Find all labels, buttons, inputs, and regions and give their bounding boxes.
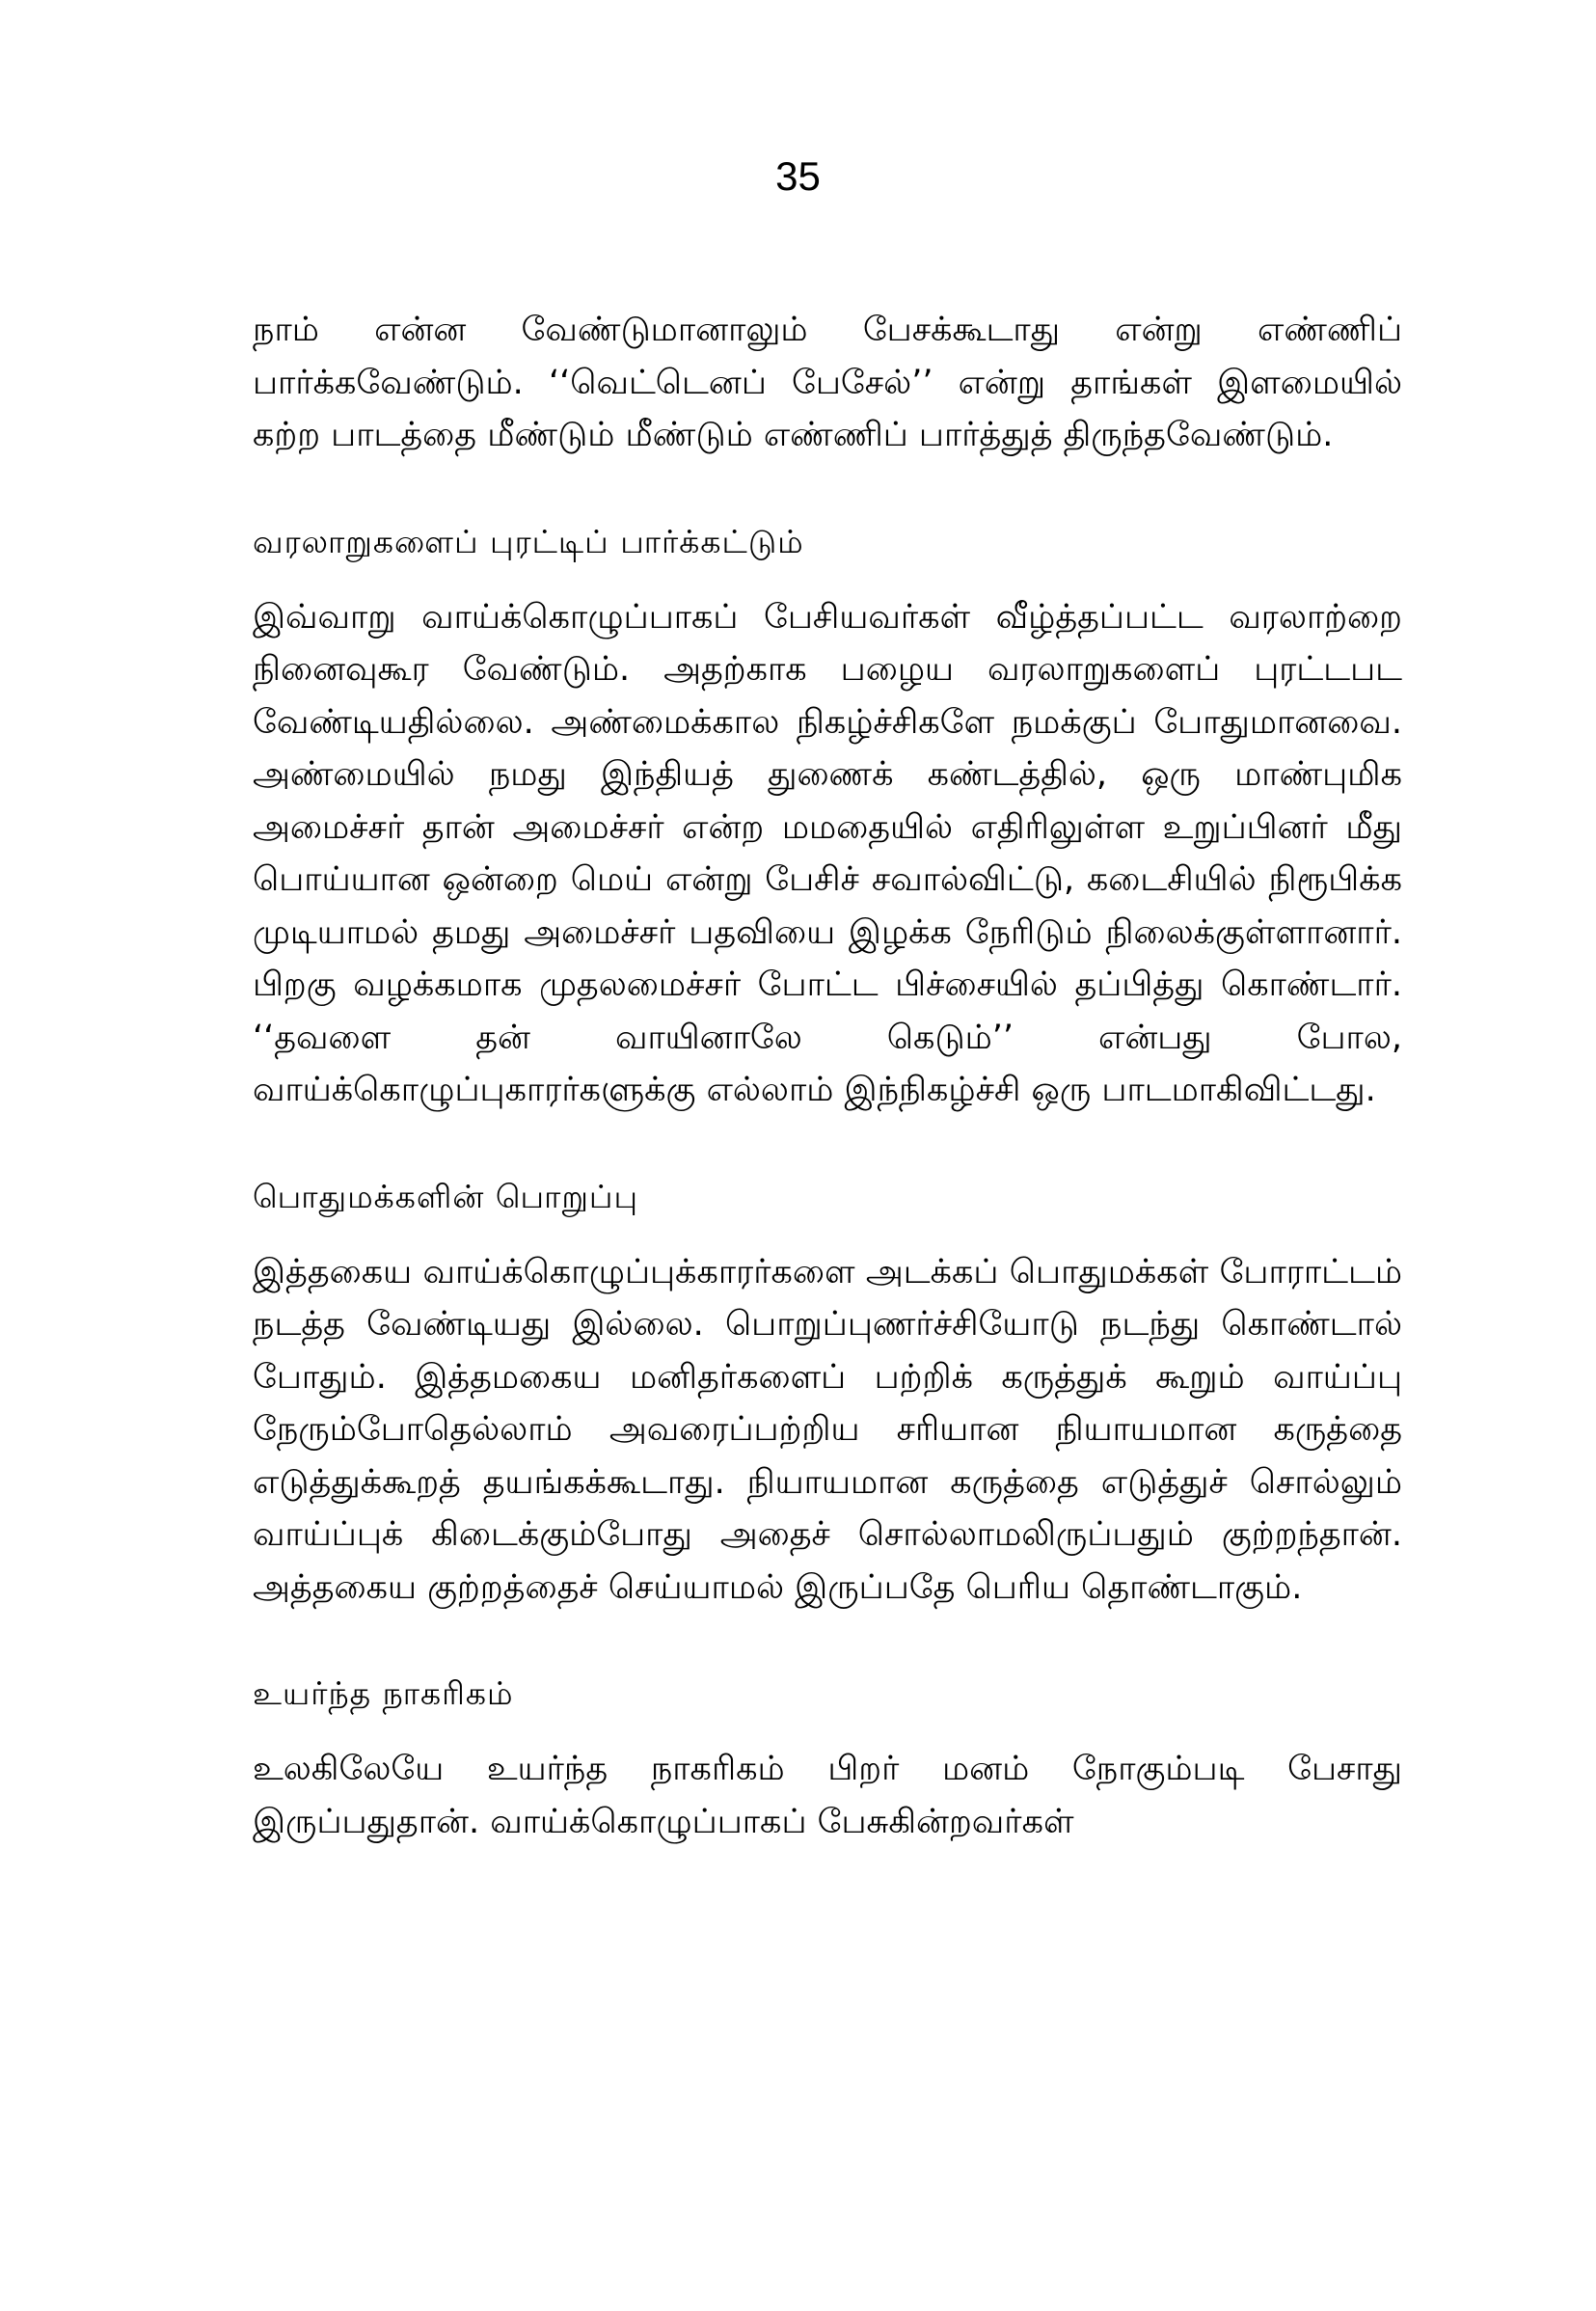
page-content <box>253 304 1402 1848</box>
civilization-paragraph: உலகிலேயே உயர்ந்த நாகரிகம் பிறர் மனம் நோகும்படி பேசாது இருப்பதுதான். வாய்க்கொழுப்பாகப் பேசுகின்றவர்கள் <box>253 1750 1402 1841</box>
history-heading: வரலாறுகளைப் புரட்டிப் பார்க்கட்டும் <box>253 522 804 560</box>
responsibility-paragraph: இத்தகைய வாய்க்கொழுப்புக்காரர்களை அடக்கப் பொதுமக்கள் போராட்டம் நடத்த வேண்டியது இல்லை. பொறுப்புணர்ச்சியோடு நடந்து கொண்டால் போதும். இத்தமகைய மனிதர்களைப் பற்றிக் கருத்துக் கூறும் வாய்ப்பு நேரும்போதெல்லாம் அவரைப்பற்றிய சரியான நியாயமான கருத்தை எடுத்துக்கூறத் தயங்கக்கூடாது. நியாயமான கருத்தை எடுத்துச் சொல்லும் வாய்ப்புக் கிடைக்கும்போது அதைச் சொல்லாமலிருப்பதும் குற்றந்தான். அத்தகைய குற்றத்தைச் செய்யாமல் இருப்பதே பெரிய தொண்டாகும். <box>253 1252 1402 1607</box>
civilization-heading: உயர்ந்த நாகரிகம் <box>253 1674 514 1712</box>
responsibility-heading: பொதுமக்களின் பொறுப்பு <box>253 1177 639 1215</box>
page-number: 35 <box>775 153 821 199</box>
intro-paragraph: நாம் என்ன வேண்டுமானாலும் பேசக்கூடாது என்று எண்ணிப் பார்க்கவேண்டும். ‘‘வெட்டெனப் பேசேல்’’ என்று தாங்கள் இளமையில் கற்ற பாடத்தை மீண்டும் மீண்டும் எண்ணிப் பார்த்துத் திருந்தவேண்டும். <box>253 311 1402 454</box>
history-paragraph: இவ்வாறு வாய்க்கொழுப்பாகப் பேசியவர்கள் வீழ்த்தப்பட்ட வரலாற்றை நினைவுகூர வேண்டும். அதற்காக பழைய வரலாறுகளைப் புரட்டபட வேண்டியதில்லை. அண்மைக்கால நிகழ்ச்சிகளே நமக்குப் போதுமானவை. அண்மையில் நமது இந்தியத் துணைக் கண்டத்தில், ஒரு மாண்புமிக அமைச்சர் தான் அமைச்சர் என்ற மமதையில் எதிரிலுள்ள உறுப்பினர் மீது பொய்யான ஒன்றை மெய் என்று பேசிச் சவால்விட்டு, கடைசியில் நிரூபிக்க முடியாமல் தமது அமைச்சர் பதவியை இழக்க நேரிடும் நிலைக்குள்ளானார். பிறகு வழக்கமாக முதலமைச்சர் போட்ட பிச்சையில் தப்பித்து கொண்டார். ‘‘தவளை தன் வாயினாலே கெடும்’’ என்பது போல, வாய்க்கொழுப்புகாரர்களுக்கு எல்லாம் இந்நிகழ்ச்சி ஒரு பாடமாகிவிட்டது. <box>253 597 1402 1109</box>
